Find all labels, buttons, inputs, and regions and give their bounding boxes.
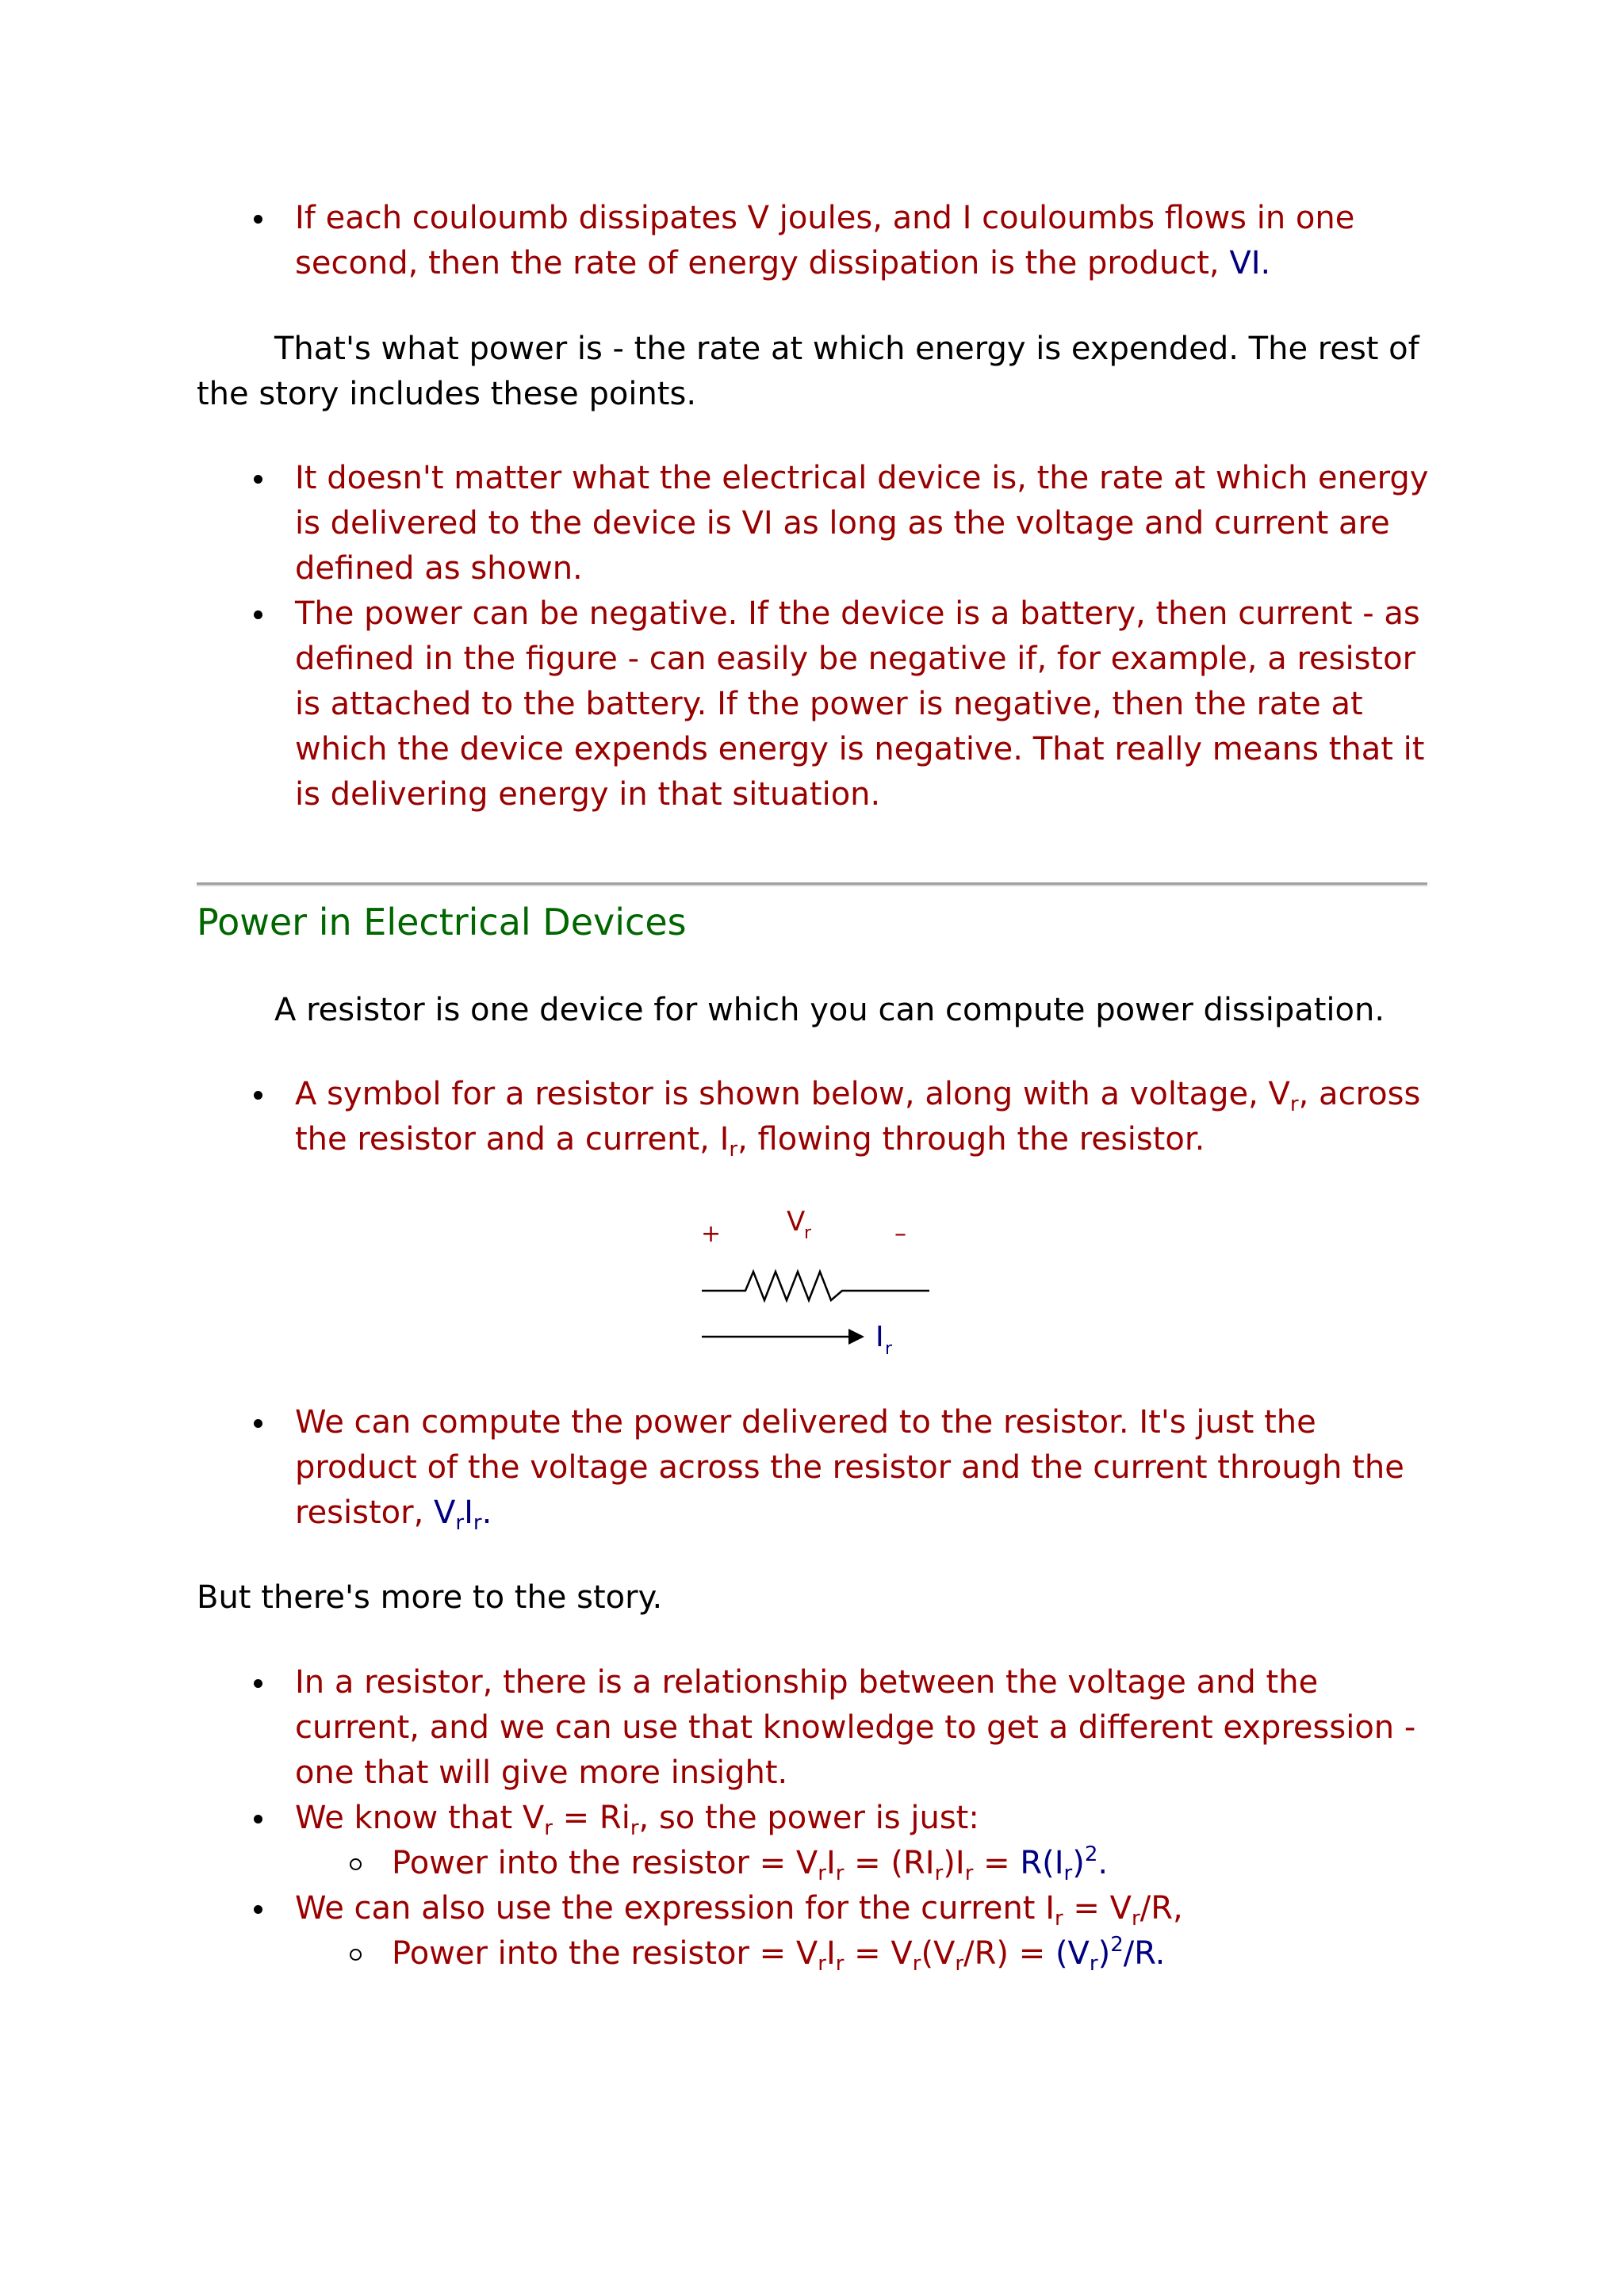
voltage-subscript: r [804, 1223, 812, 1243]
resistor-symbol [702, 1272, 929, 1300]
current-subscript: r [885, 1339, 893, 1359]
list-item: We know that $V_r = Ri_r$, so the power is just: Power into the resistor = $V_rI_r = (RI_r)I_r = R(I_r)^2$. [295, 1796, 1437, 1886]
list-item: It doesn't matter what the electrical device is, the rate at which energy is delivered to the device is VI as long as the voltage and current are defined as shown. [295, 456, 1437, 591]
bullet-list-top [295, 196, 1437, 286]
voltage-label: V [787, 1206, 806, 1238]
list-item: A symbol for a resistor is shown below, along with a voltage, $V_r$, across the resistor and a current, $I_r$, flowing through the resistor. [295, 1072, 1437, 1162]
current-label: I [875, 1321, 884, 1353]
bullet-text: If each couloumb dissipates V joules, and I couloumbs flows in one second, then the rate of energy dissipation is the product, [295, 200, 1355, 281]
paragraph-resistor: A resistor is one device for which you can compute power dissipation. [274, 992, 1385, 1028]
sub-list [295, 1841, 1437, 1886]
section-heading: Power in Electrical Devices [197, 901, 687, 943]
minus-sign: – [894, 1220, 906, 1248]
list-item: If each couloumb dissipates V joules, and I couloumbs flows in one second, then the rate of energy dissipation is the product, VI. [295, 196, 1437, 286]
formula-vrir: $V_rI_r$. [434, 1494, 492, 1535]
formula-vi: VI [1229, 245, 1261, 281]
current-arrow-head [848, 1329, 864, 1345]
bullet-list-compute [295, 1400, 1437, 1536]
resistor-figure [698, 1202, 936, 1368]
paragraph-more: But there's more to the story. [197, 1579, 663, 1616]
bullet-list-insight [295, 1660, 1437, 1976]
list-item: The power can be negative. If the device is a battery, then current - as defined in the figure - can easily be negative if, for example, a resistor is attached to the battery. If the power is negative, then the rate at which the device expends energy is negative. That really means that it is delivering energy in that situation. [295, 591, 1437, 817]
paragraph-power-definition: That's what power is - the rate at which energy is expended. The rest of the story includes these points. [197, 331, 1419, 412]
list-item: Power into the resistor = $V_rI_r = V_r(V_r/R) = (V_r)^2/R$. [392, 1931, 1437, 1976]
list-item: Power into the resistor = $V_rI_r = (RI_r)I_r = R(I_r)^2$. [392, 1841, 1437, 1886]
bullet-list-symbol [295, 1072, 1437, 1162]
plus-sign: + [701, 1220, 722, 1248]
list-item: In a resistor, there is a relationship between the voltage and the current, and we can use that knowledge to get a different expression - one that will give more insight. [295, 1660, 1437, 1796]
bullet-list-points [295, 456, 1437, 817]
sub-list [295, 1931, 1437, 1976]
list-item: We can also use the expression for the current $I_r = V_r/R$, Power into the resistor = $V_rI_r = V_r(V_r/R) = (V_r)^2/R$. [295, 1886, 1437, 1976]
formula-vr-squared-over-r: $(V_r)^2/R$. [1055, 1933, 1166, 1976]
horizontal-rule [197, 882, 1427, 886]
list-item: We can compute the power delivered to the resistor. It's just the product of the voltage across the resistor and the current through the resistor, $V_rI_r$. [295, 1400, 1437, 1536]
resistor-diagram [698, 1202, 936, 1368]
formula-r-ir-squared: $R(I_r)^2$. [1020, 1843, 1109, 1885]
